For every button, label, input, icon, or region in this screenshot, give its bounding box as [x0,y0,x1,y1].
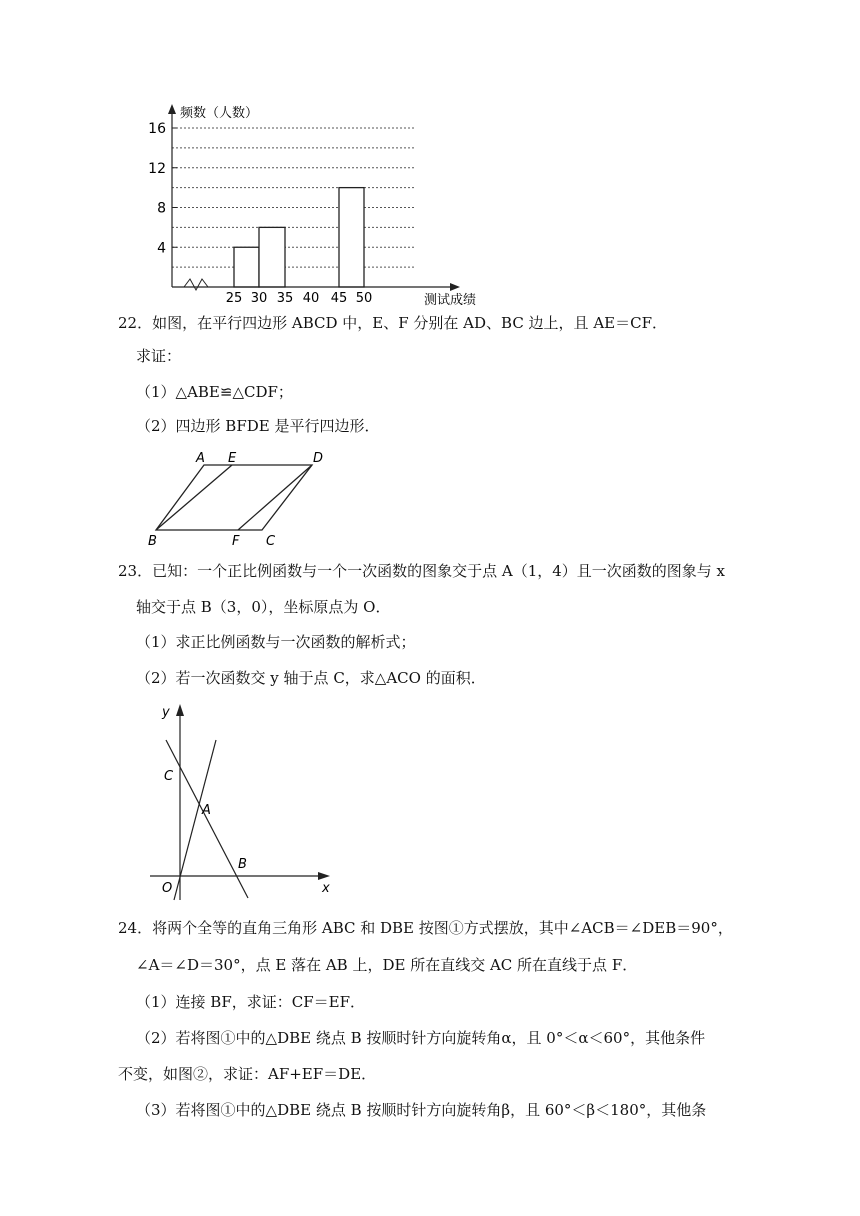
q22-line-2: 求证： [136,347,182,365]
q22-line-3: （1）△ABE≌△CDF； [136,383,293,401]
histogram-bar [234,247,259,287]
q24-line-5: 不变，如图②，求证：AF+EF＝DE． [118,1065,377,1083]
label-d: D [313,451,324,466]
y-tick-label: 16 [148,121,166,137]
q24-line-6: （3）若将图①中的△DBE 绕点 B 按顺时针方向旋转角β，且 60°＜β＜180°，其他条 [136,1101,707,1119]
label-c: C [266,534,276,549]
label-f: F [232,534,240,549]
q23-line-2: 轴交于点 B（3，0），坐标原点为 O． [136,598,391,616]
x-tick-label: 50 [355,291,373,306]
label-e: E [228,451,237,466]
q24-line-1: 24．将两个全等的直角三角形 ABC 和 DBE 按图①方式摆放，其中∠ACB＝∠DEB＝90°， [118,919,733,937]
histogram-bars [234,188,364,287]
x-tick-label: 35 [276,291,294,306]
graph-label-x: x [322,881,330,896]
parallelogram-figure [140,446,340,550]
graph-y-arrow-icon [176,704,184,716]
graph-label-a: A [202,803,211,818]
q23-line-1: 23．已知：一个正比例函数与一个一次函数的图象交于点 A（1，4）且一次函数的图象与 x [118,562,726,580]
linear-function-line [166,740,248,898]
q24-line-2: ∠A＝∠D＝30°，点 E 落在 AB 上，DE 所在直线交 AC 所在直线于点 F． [136,956,638,974]
x-tick-label: 30 [250,291,268,306]
y-axis-label: 频数（人数） [180,106,259,121]
x-axis-label: 测试成绩 [424,293,477,308]
segment-be [156,465,232,530]
x-tick-label: 45 [330,291,348,306]
histogram-bar [259,227,285,287]
x-tick-label: 25 [225,291,243,306]
x-tick-label: 40 [302,291,320,306]
axis-break-icon [184,279,208,290]
x-axis-arrow-icon [450,283,460,291]
y-tick-label: 8 [157,200,166,217]
x-tick-labels [226,291,373,306]
graph-label-b: B [238,857,247,872]
q24-line-4: （2）若将图①中的△DBE 绕点 B 按顺时针方向旋转角α，且 0°＜α＜60°，其他条件 [136,1029,706,1047]
coordinate-figure [140,700,340,902]
graph-x-arrow-icon [318,872,330,880]
y-tick-label: 12 [148,160,166,177]
segment-fd [238,465,312,530]
label-b: B [148,534,157,549]
histogram-chart [140,96,480,308]
q23-line-4: （2）若一次函数交 y 轴于点 C，求△ACO 的面积． [136,669,486,687]
q24-line-3: （1）连接 BF，求证：CF＝EF． [136,993,365,1011]
y-tick-label: 4 [157,240,166,257]
parallelogram-abcd [156,465,312,530]
label-a: A [196,451,205,466]
q22-line-4: （2）四边形 BFDE 是平行四边形． [136,417,380,435]
graph-label-c: C [164,769,174,784]
histogram-grid [172,128,416,267]
q22-line-1: 22．如图，在平行四边形 ABCD 中，E、F 分别在 AD、BC 边上，且 AE＝CF． [118,314,667,332]
graph-label-o: O [162,881,173,896]
y-axis-arrow-icon [168,104,176,114]
y-tick-labels [148,121,177,256]
histogram-bar [339,188,364,287]
graph-label-y: y [162,705,170,720]
q23-line-3: （1）求正比例函数与一次函数的解析式； [136,633,416,651]
